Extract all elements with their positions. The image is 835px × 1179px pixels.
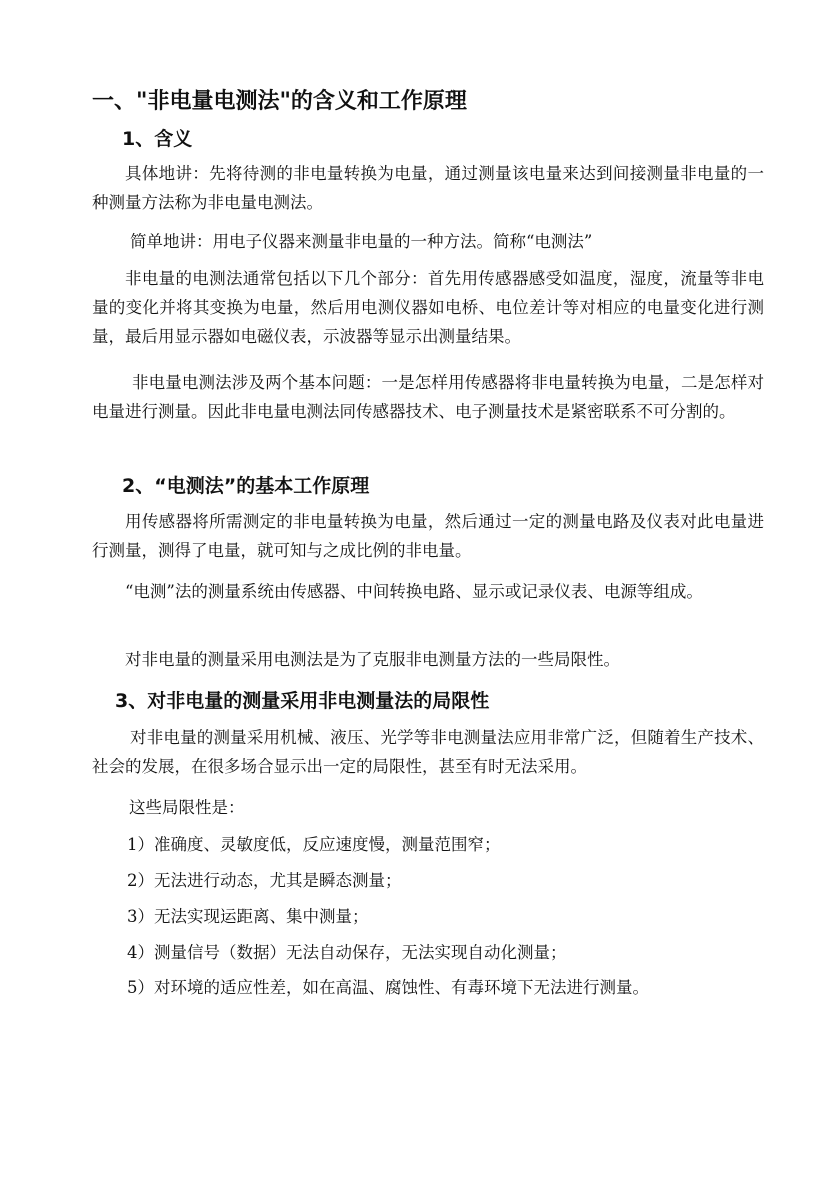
page-title: 一、"非电量电测法"的含义和工作原理 [92, 89, 467, 114]
list-item: 4）测量信号（数据）无法自动保存，无法实现自动化测量； [127, 943, 567, 962]
section-title-principle: 2、“电测法”的基本工作原理 [122, 475, 370, 497]
list-item: 3）无法实现运距离、集中测量； [127, 907, 369, 926]
paragraph-limitations-lead: 这些局限性是： [129, 798, 245, 817]
list-item: 2）无法进行动态，尤其是瞬态测量； [127, 871, 402, 890]
paragraph-meaning-detail: 具体地讲：先将待测的非电量转换为电量，通过测量该电量来达到间接测量非电量的一种测量方法称为非电量电测法。 [92, 164, 764, 212]
list-item: 1）准确度、灵敏度低，反应速度慢，测量范围窄； [127, 835, 501, 854]
paragraph-meaning-components: 非电量的电测法通常包括以下几个部分：首先用传感器感受如温度，湿度，流量等非电量的变化并将其变换为电量，然后用电测仪器如电桥、电位差计等对相应的电量变化进行测量，最后用显示器如电磁仪表，示波器等显示出测量结果。 [92, 269, 764, 346]
paragraph-limitations-intro: 对非电量的测量采用机械、液压、光学等非电测量法应用非常广泛，但随着生产技术、社会的发展，在很多场合显示出一定的局限性，甚至有时无法采用。 [92, 728, 764, 776]
paragraph-principle-purpose: 对非电量的测量采用电测法是为了克服非电测量方法的一些局限性。 [125, 650, 620, 669]
section-title-limitations: 3、对非电量的测量采用非电测量法的局限性 [115, 690, 490, 712]
paragraph-meaning-problems: 非电量电测法涉及两个基本问题：一是怎样用传感器将非电量转换为电量，二是怎样对电量进行测量。因此非电量电测法同传感器技术、电子测量技术是紧密联系不可分割的。 [92, 373, 764, 421]
paragraph-meaning-simple: 简单地讲：用电子仪器来测量非电量的一种方法。简称“电测法” [130, 232, 593, 251]
list-item: 5）对环境的适应性差，如在高温、腐蚀性、有毒环境下无法进行测量。 [127, 978, 649, 997]
paragraph-principle-conversion: 用传感器将所需测定的非电量转换为电量，然后通过一定的测量电路及仪表对此电量进行测量，测得了电量，就可知与之成比例的非电量。 [92, 512, 764, 560]
section-title-meaning: 1、含义 [122, 128, 193, 150]
paragraph-principle-system: “电测”法的测量系统由传感器、中间转换电路、显示或记录仪表、电源等组成。 [125, 582, 703, 601]
